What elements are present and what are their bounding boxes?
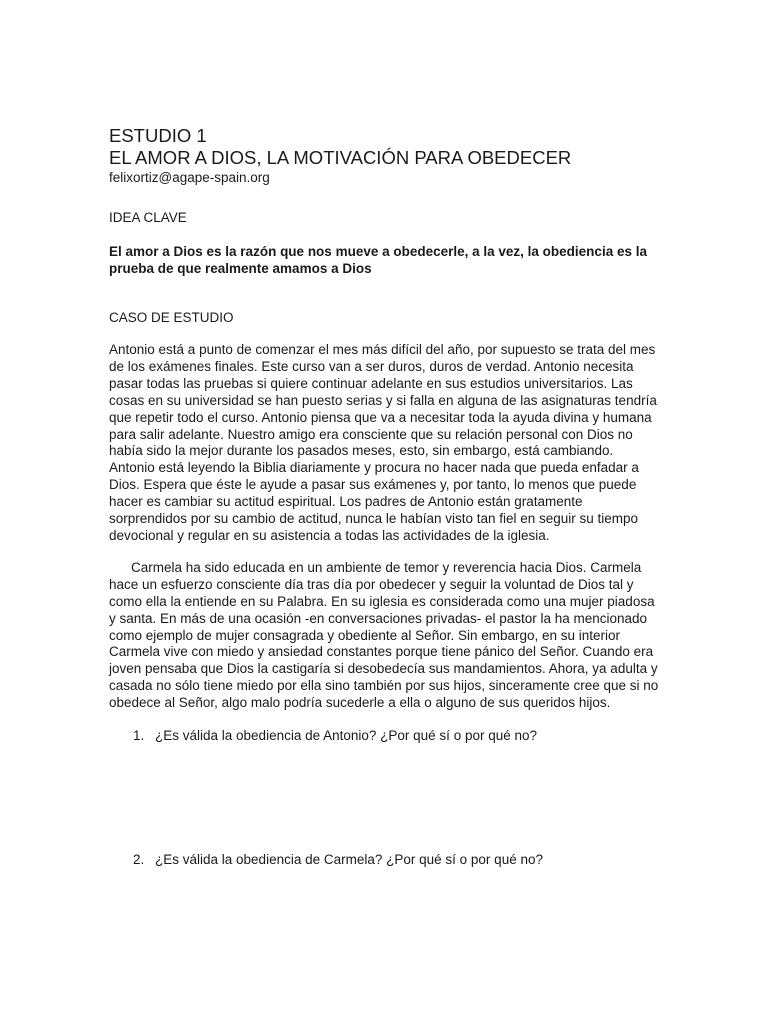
question-2-text: ¿Es válida la obediencia de Carmela? ¿Por qué sí o por qué no? (155, 852, 543, 868)
document-page (109, 125, 661, 868)
caso-de-estudio-heading: CASO DE ESTUDIO (109, 310, 234, 325)
case-paragraph-antonio: Antonio está a punto de comenzar el mes más difícil del año, por supuesto se trata del mes de los exámenes finales. Este curso van a ser duros, duros de verdad. Antonio necesita pasar todas las pruebas si quiere continuar adelante en sus estudios universitarios. Las cosas en su universidad se han puesto serias y si falla en alguna de las asignaturas tendría que repetir todo el curso. Antonio piensa que va a necesitar toda la ayuda divina y humana para salir adelante. Nuestro amigo era consciente que su relación personal con Dios no había sido la mejor durante los pasados meses, esto, sin embargo, está cambiando. Antonio está leyendo la Biblia diariamente y procura no hacer nada que pueda enfadar a Dios. Espera que éste le ayude a pasar sus exámenes y, por tanto, lo menos que puede hacer es cambiar su actitud espiritual. Los padres de Antonio están gratamente sorprendidos por su cambio de actitud, nunca le habían visto tan fiel en seguir su tiempo devocional y regular en su asistencia a todas las actividades de la iglesia. (109, 342, 657, 543)
study-main-title: EL AMOR A DIOS, LA MOTIVACIÓN PARA OBEDECER (109, 147, 572, 168)
question-1 (109, 727, 661, 744)
question-1-number: 1. (133, 728, 145, 744)
question-1-text: ¿Es válida la obediencia de Antonio? ¿Por qué sí o por qué no? (155, 728, 538, 744)
study-number-title: ESTUDIO 1 (109, 125, 207, 146)
idea-clave-heading: IDEA CLAVE (109, 210, 187, 225)
case-paragraph-carmela: Carmela ha sido educada en un ambiente de temor y reverencia hacia Dios. Carmela hace un esfuerzo consciente día tras día por obedecer y seguir la voluntad de Dios tal y como ella la entiende en su Palabra. En su iglesia es considerada como una mujer piadosa y santa. En más de una ocasión -en conversaciones privadas- el pastor la ha mencionado como ejemplo de mujer consagrada y obediente al Señor. Sin embargo, en su interior Carmela vive con miedo y ansiedad constantes porque tiene pánico del Señor. Cuando era joven pensaba que Dios la castigaría si desobedecía sus mandamientos. Ahora, ya adulta y casada no sólo tiene miedo por ella sino también por sus hijos, sinceramente cree que si no obedece al Señor, algo malo podría sucederle a ella o alguno de sus queridos hijos. (109, 559, 659, 711)
question-2-number: 2. (133, 852, 145, 868)
author-email: felixortiz@agape-spain.org (109, 170, 270, 185)
idea-clave-text: El amor a Dios es la razón que nos mueve a obedecerle, a la vez, la obediencia es la prueba de que realmente amamos a Dios (109, 244, 647, 276)
question-2 (109, 851, 661, 868)
